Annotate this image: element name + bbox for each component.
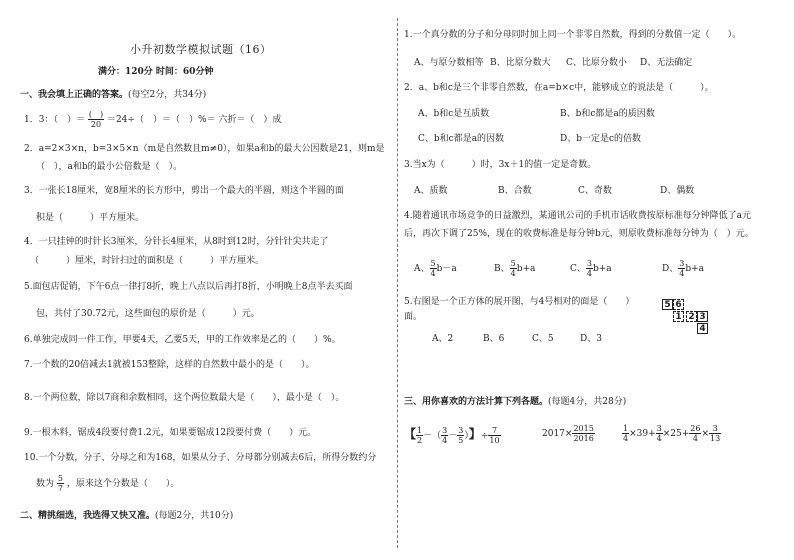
question-1-10: 10.一个分数，分子、分母之和为168，如果从分子、分母都分别减去6后，所得分数约分	[24, 453, 377, 463]
net-face-2: 2	[686, 311, 697, 322]
q1-1-pre: 1．3：（ ）＝	[24, 115, 85, 125]
question-1-4: 4．一只挂钟的时针长3厘米，分针长4厘米，从8时到12时，分针针尖共走了	[24, 237, 329, 247]
q1-10-num: 5	[57, 474, 63, 483]
q1-1-den: 20	[90, 120, 102, 129]
question-1-5: 5.面包店促销，下午6点一律打8折，晚上八点以后再打8折，小明晚上8点半去买面	[24, 282, 353, 292]
q2-4-opt-b-label: B、	[494, 264, 510, 274]
q2-5-opt-c: C、5	[532, 334, 554, 344]
q2-5-opt-a: A、2	[432, 334, 454, 344]
q2-5-opt-d: D、3	[580, 334, 602, 344]
cube-net-figure	[662, 299, 724, 347]
e1-b-den: 4	[442, 436, 448, 445]
calc-expression-2	[542, 420, 595, 448]
q2-4-opt-a-num: 5	[430, 259, 436, 268]
q1-10-den: 7	[57, 484, 63, 493]
e3-b-num: 3	[656, 424, 662, 433]
question-1-4-cont: （ ）厘米，时针扫过的面积是（ ）平方厘米。	[30, 256, 265, 266]
e1-close: ）	[464, 431, 469, 441]
e1-frac-d	[488, 426, 500, 445]
q2-4-opt-a-frac	[430, 259, 437, 278]
q2-5-opt-b: B、6	[483, 334, 505, 344]
q2-4-opt-d-tail: b+a	[685, 264, 704, 274]
q2-4-opt-c-num: 3	[586, 259, 592, 268]
net-face-1: 1	[673, 311, 684, 322]
question-1-1	[24, 106, 281, 134]
section2-heading	[20, 510, 233, 522]
q2-3-opt-a: A、质数	[414, 186, 448, 196]
q2-4-opt-c	[570, 255, 612, 283]
e3-m2: ×25+	[662, 429, 690, 439]
q2-4-opt-b-den: 4	[510, 269, 516, 278]
e1-a-den: 2	[417, 436, 423, 445]
q2-4-opt-a	[414, 255, 457, 283]
q1-10-post: ，原来这个分数是（ ）。	[66, 479, 180, 489]
question-1-7: 7.一个数的20倍减去1就被153整除，这样的自然数中最小的是（ ）。	[24, 360, 315, 370]
section3-note: (每题4分，共28分)	[548, 397, 627, 407]
q2-4-opt-b-tail: b+a	[516, 264, 536, 274]
q2-4-opt-c-label: C、	[570, 264, 586, 274]
q1-10-fraction	[57, 474, 64, 493]
question-1-3-cont: 积是（ ）平方厘米。	[36, 213, 145, 223]
q1-10-pre: 数为	[36, 479, 55, 489]
exam-title: 小升初数学模拟试题（16）	[130, 43, 272, 56]
question-1-8: 8.一个两位数，除以7商和余数相同，这个两位数最大是（ ），最小是（ ）。	[24, 393, 345, 403]
e3-frac-b	[656, 424, 663, 443]
question-2-5-cont: 面。	[404, 312, 423, 322]
e1-op-minus2: －	[448, 431, 458, 441]
question-2-5: 5.右图是一个正方体的展开图，与4号相对的面是（ ）	[404, 297, 635, 307]
q1-1-num: ( )	[88, 110, 104, 119]
net-face-4: 4	[697, 323, 708, 334]
section2-note: (每题2分，共10分)	[155, 511, 234, 521]
q2-1-opt-d: D、无法确定	[640, 58, 693, 68]
q2-4-opt-b	[494, 255, 535, 283]
section1-heading	[20, 89, 206, 101]
calc-expression-1	[404, 420, 501, 450]
e1-a-num: 1	[417, 426, 423, 435]
calc-expression-3	[622, 420, 721, 448]
e3-frac-d	[709, 424, 721, 443]
q2-4-opt-a-den: 4	[430, 269, 436, 278]
e1-op-div: ÷	[480, 431, 489, 441]
e3-c-den: 4	[692, 434, 698, 443]
e3-a-num: 1	[623, 424, 629, 433]
q2-4-opt-a-label: A、	[414, 264, 430, 274]
q2-4-opt-d-num: 3	[679, 259, 685, 268]
question-1-6: 6.单独完成同一件工作，甲要4天，乙要5天，甲的工作效率是乙的（ ）%。	[24, 335, 341, 345]
section3-heading	[404, 396, 626, 408]
q2-4-opt-d	[662, 255, 704, 283]
net-face-6: 6	[673, 299, 684, 310]
e2-frac	[572, 424, 594, 443]
q2-3-opt-c: C、奇数	[578, 186, 612, 196]
e1-bracket-open: 【	[404, 427, 417, 441]
e1-op-minus: －（	[423, 431, 442, 441]
column-divider	[397, 18, 398, 548]
e3-b-den: 4	[656, 434, 662, 443]
e3-m3: ×	[701, 429, 710, 439]
e1-c-num: 3	[458, 426, 464, 435]
question-2-3: 3.当x为（ ）时，3x＋1的值一定是奇数。	[404, 160, 597, 170]
q2-4-opt-b-num: 5	[510, 259, 516, 268]
q2-2-opt-c: C、b和c都是a的因数	[418, 134, 505, 144]
question-2-1: 1.一个真分数的分子和分母同时加上同一个非零自然数，得到的分数值一定（ ）。	[404, 30, 742, 40]
e3-frac-c	[689, 424, 701, 443]
e1-b-num: 3	[442, 426, 448, 435]
q2-4-opt-d-label: D、	[662, 264, 679, 274]
net-face-3: 3	[697, 311, 708, 322]
e3-d-den: 13	[710, 434, 721, 443]
q2-1-opt-b: B、比原分数大	[490, 58, 551, 68]
section3-heading-text: 三、用你喜欢的方法计算下列各题。	[404, 397, 549, 407]
section1-heading-text: 一、我会填上正确的答案。	[20, 90, 129, 100]
q1-1-post: ＝24÷（ ）＝（ ）%＝ 六折＝（ ）成	[106, 115, 282, 125]
question-1-2-cont: （ ），a和b的最小公倍数是（ ）。	[36, 162, 183, 172]
q2-2-opt-d: D、b一定是c的倍数	[560, 134, 642, 144]
e3-d-num: 3	[709, 424, 721, 434]
question-1-9: 9.一根木料，锯成4段要付费1.2元，如果要锯成12段要付费（ ）元。	[24, 428, 317, 438]
e2-whole: 2017×	[542, 429, 573, 439]
q2-2-opt-b: B、b和c都是a的质因数	[560, 109, 655, 119]
q2-4-opt-c-tail: b+a	[592, 264, 612, 274]
q2-4-opt-d-den: 4	[679, 269, 685, 278]
q2-2-opt-a: A、b和c是互质数	[418, 109, 490, 119]
q1-1-fraction	[88, 110, 104, 129]
q2-4-opt-c-frac	[586, 259, 593, 278]
q2-4-opt-a-tail: b－a	[436, 264, 457, 274]
question-1-2: 2．a=2×3×n，b=3×5×n（m是自然数且m≠0），如果a和b的最大公因数是21，则m是	[24, 144, 385, 154]
q2-4-opt-c-den: 4	[586, 269, 592, 278]
exam-meta: 满分：120分 时间：60分钟	[98, 67, 214, 77]
question-2-2: 2．a、b和c是三个非零自然数，在a=b×c中，能够成立的说法是（ ）。	[404, 83, 714, 93]
q2-3-opt-d: D、偶数	[660, 186, 695, 196]
section2-heading-text: 二、精挑细选，我选得又快又准。	[20, 511, 156, 521]
q2-3-opt-b: B、合数	[498, 186, 532, 196]
e1-c-den: 5	[458, 436, 464, 445]
net-face-5: 5	[662, 299, 673, 310]
section1-note: (每空2分，共34分)	[128, 90, 207, 100]
e3-c-num: 26	[690, 424, 701, 433]
e2-den: 2016	[573, 434, 594, 443]
e3-m1: ×39+	[629, 429, 656, 439]
e3-a-den: 4	[623, 434, 629, 443]
question-2-4-cont: 后，再次下调了25%，现在的收费标准是每分钟b元，则原收费标准每分钟为（ ）元。	[404, 229, 754, 239]
question-2-4: 4.随着通讯市场竞争的日益激烈，某通讯公司的手机市话收费按原标准每分钟降低了a元	[404, 211, 751, 221]
question-1-5-cont: 包，共付了30.72元，这些面包的原价是（ ）元。	[36, 309, 260, 319]
q2-4-opt-b-frac	[510, 259, 517, 278]
e2-num: 2015	[573, 424, 594, 433]
question-1-3: 3．一张长18厘米，宽8厘米的长方形中，剪出一个最大的半圆，则这个半圆的面	[24, 186, 344, 196]
question-1-10-cont	[36, 470, 179, 498]
q2-1-opt-c: C、比原分数小	[566, 58, 627, 68]
e1-d-num: 7	[488, 426, 500, 436]
e1-d-den: 10	[489, 436, 500, 445]
q2-1-opt-a: A、与原分数相等	[414, 58, 484, 68]
e1-bracket-close: 】	[468, 427, 481, 441]
